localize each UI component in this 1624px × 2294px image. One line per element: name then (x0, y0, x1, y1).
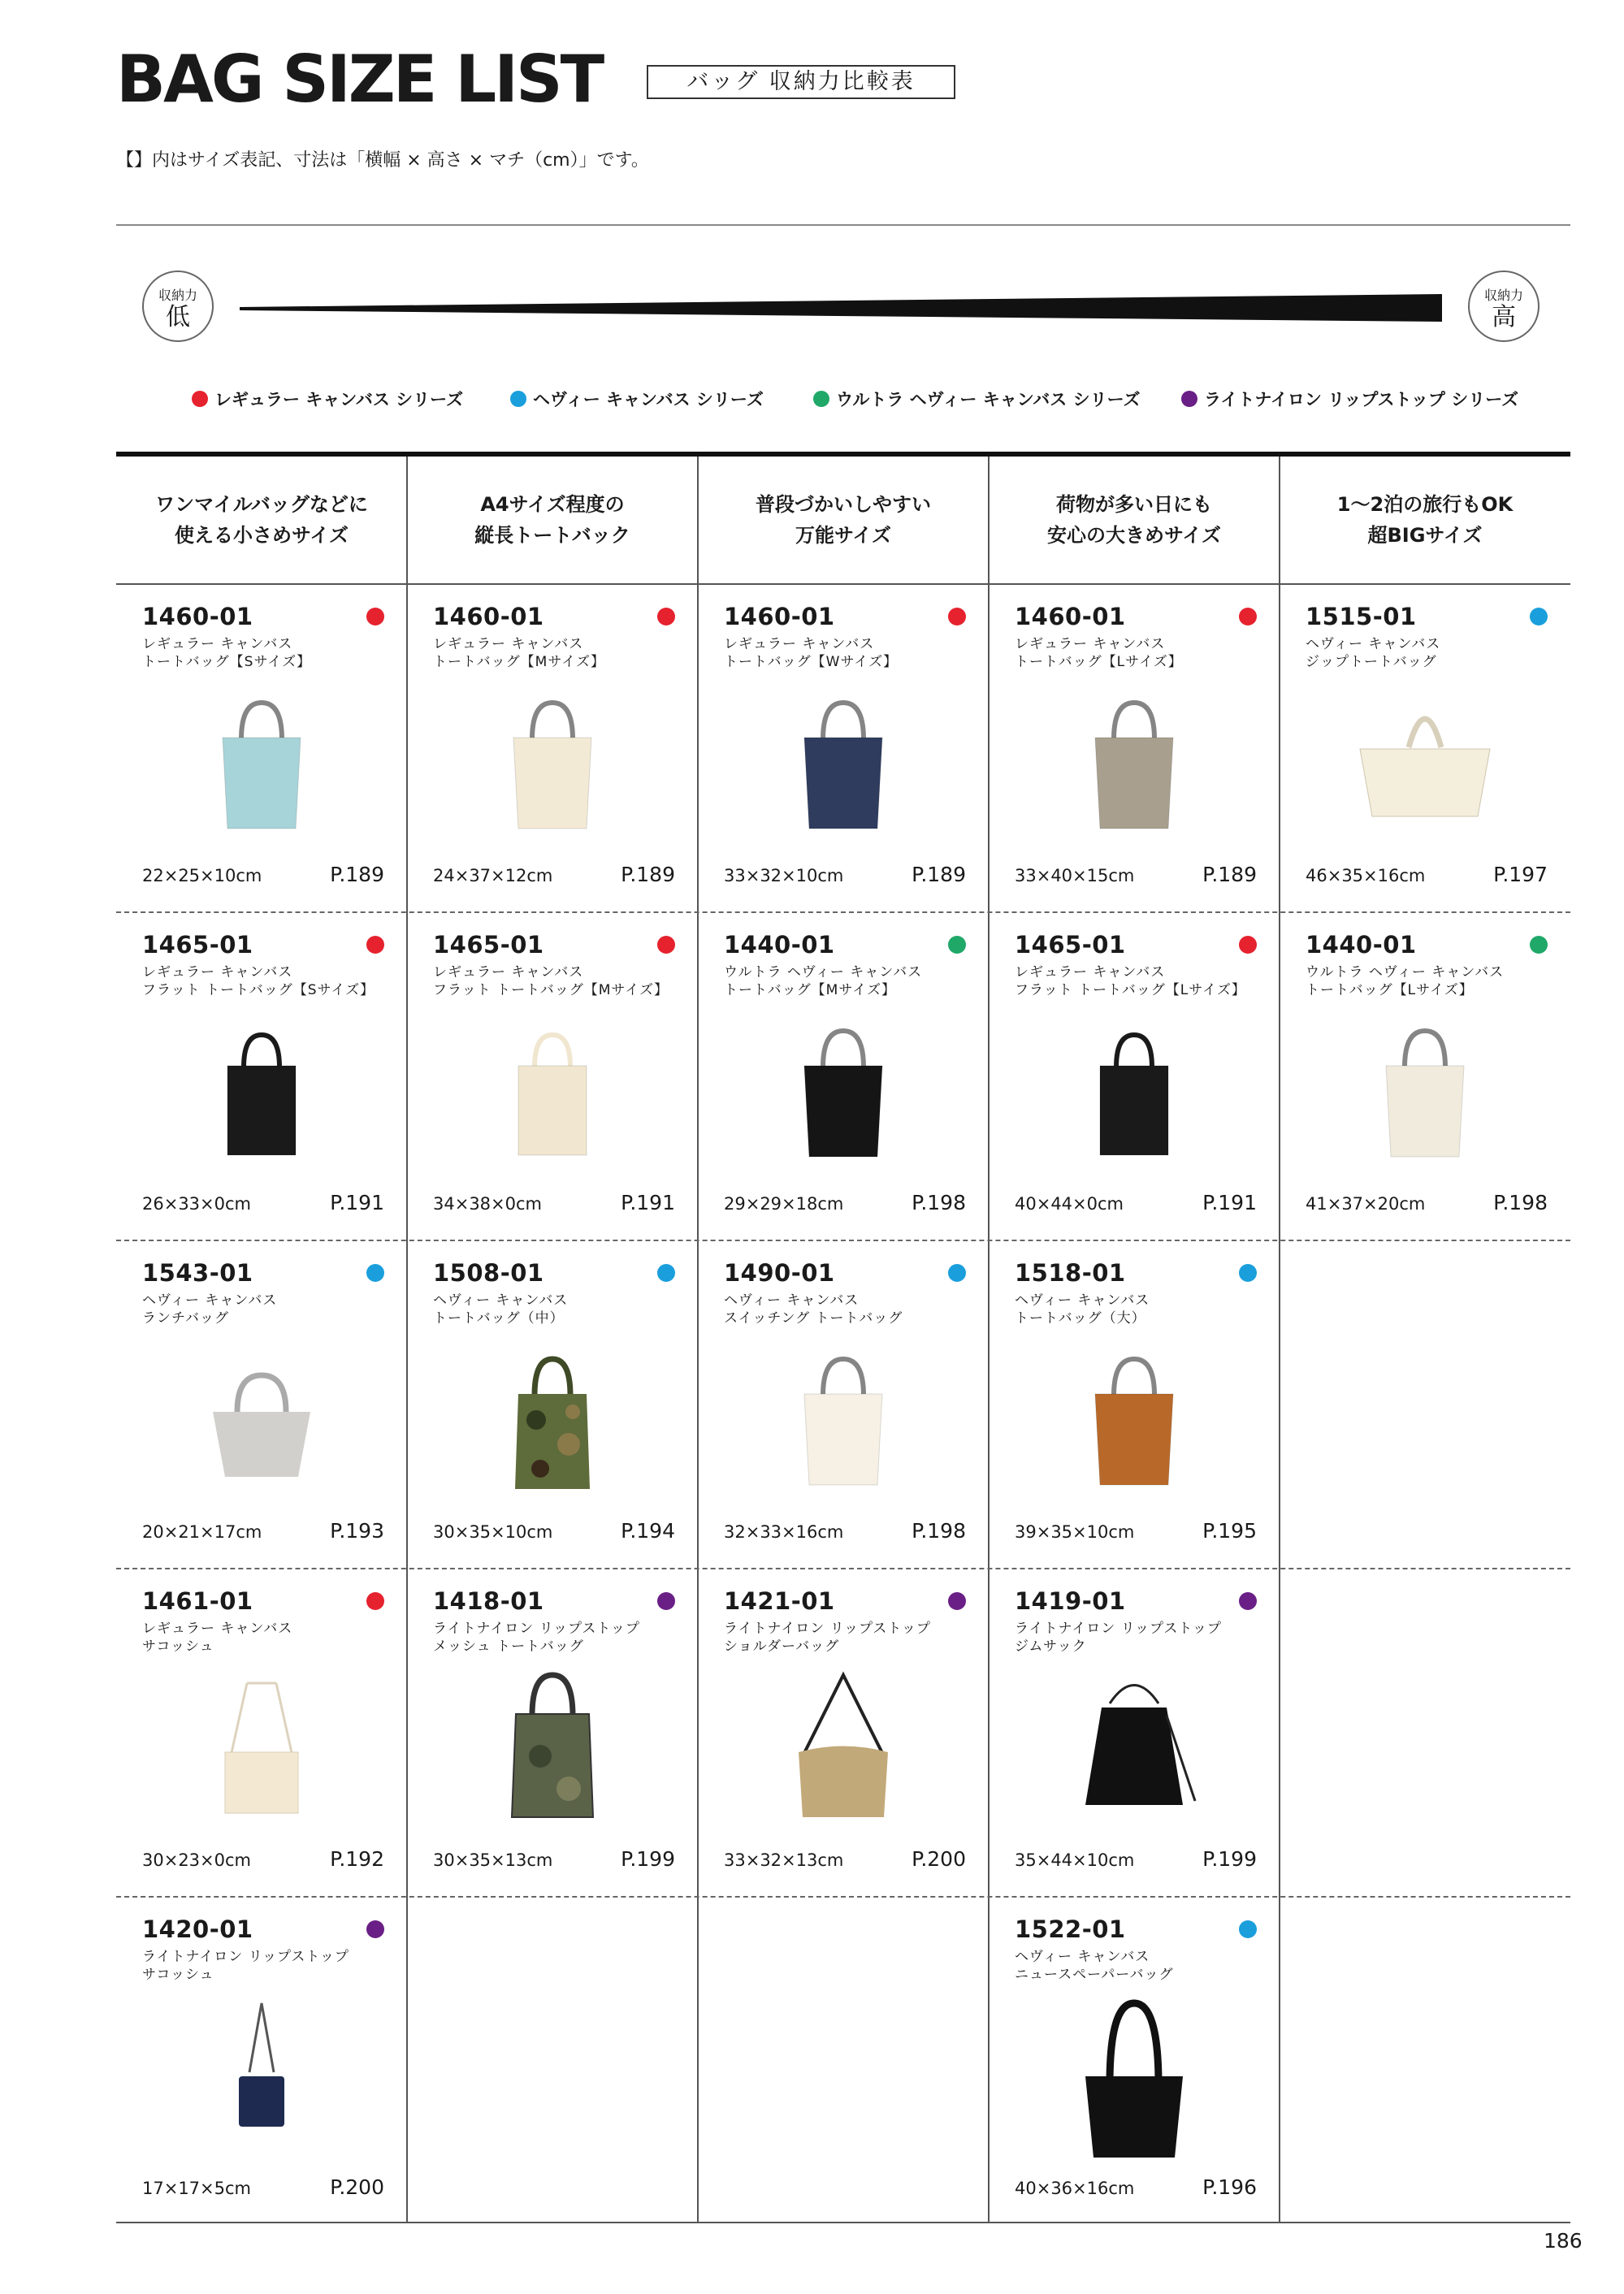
product-dimensions: 34×38×0cm (433, 1194, 542, 1214)
product-card (989, 1898, 1280, 2226)
product-code: 1418-01 (433, 1587, 544, 1615)
product-name-line: ランチバッグ (142, 1310, 229, 1327)
product-page-ref: P.193 (330, 1519, 384, 1543)
product-dimensions: 39×35×10cm (1015, 1522, 1135, 1542)
product-code: 1460-01 (433, 603, 544, 630)
product-name-line: ライトナイロン リップストップ (724, 1621, 931, 1637)
product-name-line: レギュラー キャンバス (433, 636, 584, 652)
product-page-ref: P.196 (1202, 2175, 1257, 2199)
product-dimensions: 40×44×0cm (1015, 1194, 1124, 1214)
product-name-line: ライトナイロン リップストップ (433, 1621, 640, 1637)
product-dimensions: 26×33×0cm (142, 1194, 251, 1214)
product-name-line: トートバッグ（中） (433, 1310, 565, 1327)
small-sacoche-icon (180, 1995, 343, 2158)
product-name-line: サコッシュ (142, 1967, 214, 1983)
product-name-line: フラット トートバッグ【Mサイズ】 (433, 982, 669, 998)
flat-tote-bag-icon (180, 1011, 343, 1173)
product-name-line: ライトナイロン リップストップ (1015, 1621, 1222, 1637)
product-name-line: ショルダーバッグ (724, 1638, 840, 1655)
product-page-ref: P.195 (1202, 1519, 1257, 1543)
product-name (433, 1292, 693, 1327)
product-code: 1518-01 (1015, 1259, 1126, 1287)
product-card (407, 1569, 698, 1898)
product-name-line: トートバッグ【Mサイズ】 (433, 654, 605, 670)
product-card (989, 1241, 1280, 1569)
product-card (116, 913, 407, 1241)
product-code: 1522-01 (1015, 1915, 1126, 1943)
product-name-line: レギュラー キャンバス (433, 964, 584, 980)
product-dimensions: 33×32×10cm (724, 866, 844, 885)
column-header-small: ワンマイルバッグなどに 使える小さめサイズ (155, 493, 368, 547)
product-name (724, 1292, 984, 1327)
product-name-line: フラット トートバッグ【Sサイズ】 (142, 982, 375, 998)
product-name (142, 635, 402, 671)
capacity-low-badge (142, 271, 214, 342)
page-number: 186 (1544, 2229, 1583, 2253)
tote-bag-icon (1344, 1011, 1506, 1173)
product-dimensions: 20×21×17cm (142, 1522, 262, 1542)
product-card (698, 1241, 989, 1569)
product-name (724, 963, 984, 999)
product-page-ref: P.191 (1202, 1191, 1257, 1214)
product-code: 1460-01 (1015, 603, 1126, 630)
tote-bag-icon (762, 1011, 925, 1173)
legend-item-regular (192, 387, 463, 411)
product-name-line: ジップトートバッグ (1306, 654, 1437, 670)
product-name-line: レギュラー キャンバス (142, 636, 293, 652)
product-name-line: トートバッグ【Mサイズ】 (724, 982, 896, 998)
product-card (116, 1569, 407, 1898)
product-page-ref: P.198 (1493, 1191, 1548, 1214)
product-page-ref: P.200 (330, 2175, 384, 2199)
product-name-line: トートバッグ【Wサイズ】 (724, 654, 899, 670)
product-page-ref: P.198 (912, 1191, 966, 1214)
product-code: 1419-01 (1015, 1587, 1126, 1615)
bag-size-table (116, 457, 1570, 2223)
product-card (989, 585, 1280, 913)
product-name (1015, 635, 1275, 671)
series-dot-icon (1239, 608, 1257, 625)
product-dimensions: 33×40×15cm (1015, 866, 1135, 885)
product-card (1280, 913, 1570, 1241)
product-dimensions: 32×33×16cm (724, 1522, 844, 1542)
product-name-line: ヘヴィー キャンバス (724, 1292, 860, 1309)
mesh-tote-bag-icon (471, 1667, 634, 1829)
series-dot-icon (657, 936, 675, 954)
product-card (407, 913, 698, 1241)
series-legend (192, 387, 1573, 413)
product-page-ref: P.191 (621, 1191, 675, 1214)
series-dot-icon (1239, 936, 1257, 954)
product-name (724, 635, 984, 671)
zip-tote-bag-icon (1344, 682, 1506, 845)
legend-label: レギュラー キャンバス シリーズ (214, 390, 464, 409)
product-name (433, 1620, 693, 1656)
product-dimensions: 29×29×18cm (724, 1194, 844, 1214)
gym-sack-icon (1053, 1667, 1215, 1829)
series-dot-icon (657, 1264, 675, 1282)
product-name-line: レギュラー キャンバス (142, 964, 293, 980)
series-dot-icon (1530, 936, 1548, 954)
product-page-ref: P.192 (330, 1847, 384, 1871)
capacity-low-label: 収納力 (158, 288, 197, 303)
flat-tote-bag-icon (1053, 1011, 1215, 1173)
tote-bag-icon (471, 682, 634, 845)
product-page-ref: P.189 (1202, 863, 1257, 886)
series-dot-icon (948, 1264, 966, 1282)
product-code: 1460-01 (724, 603, 835, 630)
tote-bag-icon (762, 682, 925, 845)
product-card (989, 913, 1280, 1241)
product-name (433, 635, 693, 671)
heavy-series-dot-icon (510, 391, 526, 407)
legend-label: ウルトラ ヘヴィー キャンバス シリーズ (836, 390, 1141, 409)
product-code: 1461-01 (142, 1587, 253, 1615)
product-dimensions: 17×17×5cm (142, 2179, 251, 2198)
product-name-line: ニュースペーパーバッグ (1015, 1967, 1174, 1983)
series-dot-icon (366, 936, 384, 954)
legend-label: ヘヴィー キャンバス シリーズ (533, 390, 764, 409)
product-name (1015, 1948, 1275, 1984)
product-name-line: トートバッグ【Sサイズ】 (142, 654, 312, 670)
product-name-line: ヘヴィー キャンバス (433, 1292, 569, 1309)
product-name-line: ジムサック (1015, 1638, 1087, 1655)
capacity-low-value: 低 (166, 303, 190, 331)
product-name-line: レギュラー キャンバス (142, 1621, 293, 1637)
product-name-line: トートバッグ【Lサイズ】 (1306, 982, 1474, 998)
nylon-series-dot-icon (1181, 391, 1197, 407)
product-name (1306, 635, 1566, 671)
product-page-ref: P.197 (1493, 863, 1548, 886)
product-name-line: レギュラー キャンバス (1015, 636, 1166, 652)
legend-item-nylon (1181, 387, 1518, 411)
camo-tote-bag-icon (471, 1339, 634, 1501)
product-page-ref: P.198 (912, 1519, 966, 1543)
product-name (142, 1292, 402, 1327)
product-dimensions: 33×32×13cm (724, 1850, 844, 1870)
series-dot-icon (366, 1592, 384, 1610)
column-header-large: 荷物が多い日にも 安心の大きめサイズ (1046, 493, 1222, 547)
product-code: 1440-01 (1306, 931, 1417, 959)
series-dot-icon (657, 608, 675, 625)
product-name-line: ライトナイロン リップストップ (142, 1949, 349, 1965)
product-card (989, 1569, 1280, 1898)
product-name-line: トートバッグ（大） (1015, 1310, 1146, 1327)
sacoche-icon (180, 1667, 343, 1829)
product-code: 1421-01 (724, 1587, 835, 1615)
capacity-wedge-bar (240, 294, 1442, 323)
series-dot-icon (948, 1592, 966, 1610)
product-name (1015, 963, 1275, 999)
series-dot-icon (948, 608, 966, 625)
product-card (116, 1241, 407, 1569)
product-page-ref: P.199 (621, 1847, 675, 1871)
series-dot-icon (366, 608, 384, 625)
product-card (116, 1898, 407, 2226)
product-name (142, 963, 402, 999)
product-dimensions: 30×35×13cm (433, 1850, 553, 1870)
product-name-line: スイッチング トートバッグ (724, 1310, 903, 1327)
capacity-high-value: 高 (1492, 303, 1516, 331)
product-dimensions: 30×35×10cm (433, 1522, 553, 1542)
product-name (1015, 1292, 1275, 1327)
regular-series-dot-icon (192, 391, 208, 407)
product-name-line: ヘヴィー キャンバス (1015, 1292, 1150, 1309)
product-name-line: トートバッグ【Lサイズ】 (1015, 654, 1183, 670)
series-dot-icon (1530, 608, 1548, 625)
product-name-line: サコッシュ (142, 1638, 214, 1655)
product-code: 1465-01 (1015, 931, 1126, 959)
product-name-line: メッシュ トートバッグ (433, 1638, 584, 1655)
product-name-line: ウルトラ ヘヴィー キャンバス (724, 964, 923, 980)
product-dimensions: 24×37×12cm (433, 866, 553, 885)
product-name-line: ヘヴィー キャンバス (1015, 1949, 1150, 1965)
product-code: 1465-01 (142, 931, 253, 959)
product-code: 1440-01 (724, 931, 835, 959)
product-name (433, 963, 693, 999)
ultra-series-dot-icon (813, 391, 829, 407)
product-card (116, 585, 407, 913)
series-dot-icon (1239, 1264, 1257, 1282)
page-title: BAG SIZE LIST (116, 41, 603, 117)
size-note: 【】内はサイズ表記、寸法は「横幅 × 高さ × マチ（cm）」です。 (116, 150, 649, 171)
product-code: 1508-01 (433, 1259, 544, 1287)
product-page-ref: P.191 (330, 1191, 384, 1214)
product-name-line: ヘヴィー キャンバス (142, 1292, 278, 1309)
product-dimensions: 30×23×0cm (142, 1850, 251, 1870)
product-card (698, 1569, 989, 1898)
shoulder-bag-icon (762, 1667, 925, 1829)
product-code: 1460-01 (142, 603, 253, 630)
series-dot-icon (366, 1920, 384, 1938)
product-card (698, 585, 989, 913)
product-page-ref: P.189 (621, 863, 675, 886)
tote-bag-icon (180, 682, 343, 845)
capacity-high-label: 収納力 (1483, 288, 1523, 303)
series-dot-icon (1239, 1920, 1257, 1938)
product-card (698, 913, 989, 1241)
product-dimensions: 41×37×20cm (1306, 1194, 1426, 1214)
product-dimensions: 40×36×16cm (1015, 2179, 1135, 2198)
tote-bag-icon (762, 1339, 925, 1501)
series-dot-icon (657, 1592, 675, 1610)
series-dot-icon (366, 1264, 384, 1282)
product-code: 1420-01 (142, 1915, 253, 1943)
product-card (407, 1241, 698, 1569)
lunch-bag-icon (180, 1339, 343, 1501)
legend-label: ライトナイロン リップストップ シリーズ (1204, 390, 1519, 409)
product-card (407, 585, 698, 913)
column-header-everyday: 普段づかいしやすい 万能サイズ (756, 493, 931, 547)
product-name-line: レギュラー キャンバス (724, 636, 875, 652)
product-dimensions: 46×35×16cm (1306, 866, 1426, 885)
product-page-ref: P.189 (912, 863, 966, 886)
legend-item-ultra (813, 387, 1141, 411)
product-name-line: ウルトラ ヘヴィー キャンバス (1306, 964, 1505, 980)
product-code: 1465-01 (433, 931, 544, 959)
newspaper-bag-icon (1053, 1995, 1215, 2158)
column-header-big: 1～2泊の旅行もOK 超BIGサイズ (1336, 493, 1514, 547)
column-header-a4: A4サイズ程度の 縦長トートバック (474, 493, 630, 547)
product-card (1280, 585, 1570, 913)
flat-tote-bag-icon (471, 1011, 634, 1173)
product-name-line: ヘヴィー キャンバス (1306, 636, 1441, 652)
product-dimensions: 22×25×10cm (142, 866, 262, 885)
tote-bag-icon (1053, 1339, 1215, 1501)
series-dot-icon (948, 936, 966, 954)
product-name (1306, 963, 1566, 999)
product-page-ref: P.194 (621, 1519, 675, 1543)
product-name (1015, 1620, 1275, 1656)
product-name (142, 1620, 402, 1656)
product-name (724, 1620, 984, 1656)
product-code: 1515-01 (1306, 603, 1417, 630)
header-divider (116, 224, 1570, 226)
product-name-line: レギュラー キャンバス (1015, 964, 1166, 980)
product-name (142, 1948, 402, 1984)
product-page-ref: P.199 (1202, 1847, 1257, 1871)
product-page-ref: P.189 (330, 863, 384, 886)
capacity-high-badge (1468, 271, 1540, 342)
product-dimensions: 35×44×10cm (1015, 1850, 1135, 1870)
product-code: 1490-01 (724, 1259, 835, 1287)
product-name-line: フラット トートバッグ【Lサイズ】 (1015, 982, 1246, 998)
product-code: 1543-01 (142, 1259, 253, 1287)
series-dot-icon (1239, 1592, 1257, 1610)
legend-item-heavy (510, 387, 764, 411)
tote-bag-icon (1053, 682, 1215, 845)
page-subtitle: バッグ 収納力比較表 (647, 65, 955, 99)
product-page-ref: P.200 (912, 1847, 966, 1871)
